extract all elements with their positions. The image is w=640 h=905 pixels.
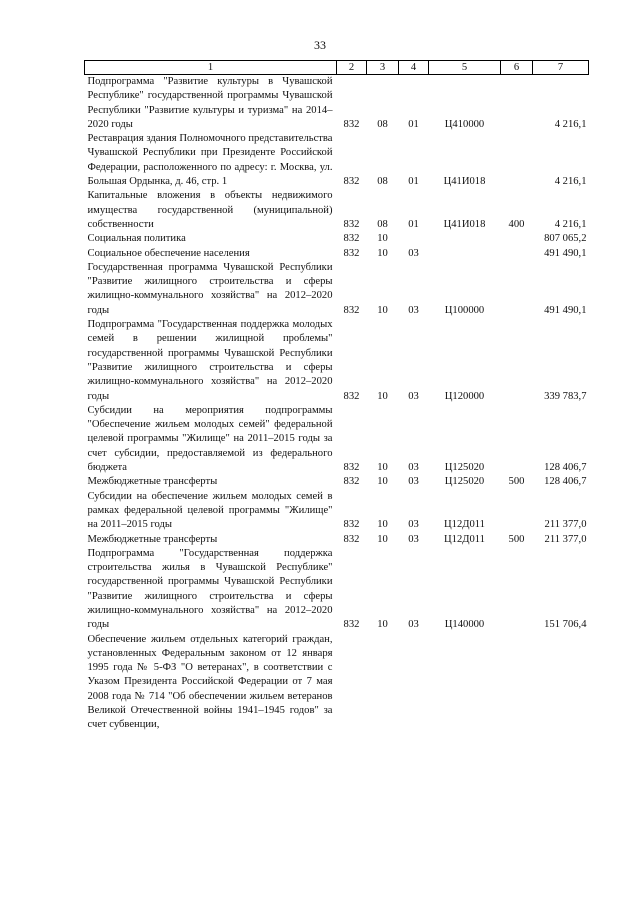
row-amount: 211 377,0 xyxy=(544,519,587,531)
row-amount: 491 490,1 xyxy=(544,304,587,316)
table-row xyxy=(85,533,589,547)
header-col-5: 5 xyxy=(429,61,501,75)
table-row xyxy=(85,189,589,232)
row-code: 832 xyxy=(343,476,360,488)
row-target-code: Ц125020 xyxy=(444,462,485,474)
header-col-6: 6 xyxy=(501,61,533,75)
row-section xyxy=(367,633,399,733)
row-subsection: 03 xyxy=(408,462,419,474)
row-amount: 4 216,1 xyxy=(554,176,587,188)
row-name: Межбюджетные трансферты xyxy=(87,533,218,545)
row-code: 832 xyxy=(343,519,360,531)
row-section: 08 xyxy=(377,118,388,130)
row-subsection: 03 xyxy=(408,533,419,545)
row-expense-type xyxy=(501,247,533,261)
table-header-row xyxy=(85,61,589,75)
row-name: Реставрация здания Полномочного представительства Чувашской Республики при Президенте Российской Федерации, расположенного по адресу: г. Москва, ул. Большая Ордынка, д. 46, стр. 1 xyxy=(87,133,333,188)
table-row xyxy=(85,318,589,404)
table-row xyxy=(85,633,589,733)
row-subsection: 01 xyxy=(408,118,419,130)
row-target-code: Ц41И018 xyxy=(443,176,486,188)
row-name: Капитальные вложения в объекты недвижимого имущества государственной (муниципальной) собственности xyxy=(87,190,333,230)
table-row xyxy=(85,75,589,133)
row-target-code: Ц41И018 xyxy=(443,218,486,230)
page-number: 33 xyxy=(314,38,326,52)
table-row xyxy=(85,404,589,475)
row-expense-type: 500 xyxy=(508,533,525,545)
row-code: 832 xyxy=(343,619,360,631)
row-name: Социальное обеспечение населения xyxy=(87,247,250,259)
row-subsection: 03 xyxy=(408,390,419,402)
row-amount: 128 406,7 xyxy=(544,476,587,488)
row-name: Субсидии на обеспечение жильем молодых семей в рамках федеральной целевой программы "Жилище" на 2011–2015 годы xyxy=(87,490,333,531)
row-expense-type xyxy=(501,404,533,475)
row-subsection: 03 xyxy=(408,619,419,631)
row-subsection xyxy=(399,232,429,246)
row-code: 832 xyxy=(343,304,360,316)
row-name: Обеспечение жильем отдельных категорий граждан, установленных Федеральным законом от 12 января 1995 года № 5-ФЗ "О ветеранах", в соответствии с Указом Президента Российской Федерации от 7 мая 2008 года № 714 "Об обеспечении жильем ветеранов Великой Отечественной войны 1941–1945 годов" за счет субвенции, xyxy=(87,633,333,731)
header-col-2: 2 xyxy=(337,61,367,75)
row-section: 10 xyxy=(377,233,388,245)
table-row xyxy=(85,547,589,633)
row-name: Государственная программа Чувашской Республики "Развитие жилищного строительства и сферы жилищно-коммунального хозяйства" на 2012–2020 годы xyxy=(87,261,333,316)
row-target-code: Ц12Д011 xyxy=(444,533,485,545)
row-section: 10 xyxy=(377,304,388,316)
row-code: 832 xyxy=(343,118,360,130)
row-expense-type: 500 xyxy=(508,476,525,488)
row-code: 832 xyxy=(343,176,360,188)
row-section: 10 xyxy=(377,247,388,259)
row-target-code: Ц100000 xyxy=(444,304,485,316)
row-expense-type xyxy=(501,75,533,133)
row-code: 832 xyxy=(343,233,360,245)
row-code: 832 xyxy=(343,533,360,545)
row-expense-type xyxy=(501,261,533,318)
row-code: 832 xyxy=(343,462,360,474)
row-expense-type: 400 xyxy=(508,218,525,230)
row-section: 10 xyxy=(377,390,388,402)
table-row xyxy=(85,261,589,318)
row-amount: 491 490,1 xyxy=(544,247,587,259)
table-row xyxy=(85,132,589,189)
row-expense-type xyxy=(501,232,533,246)
row-subsection: 01 xyxy=(408,176,419,188)
row-name: Подпрограмма "Развитие культуры в Чувашской Республике" государственной программы Чувашской Республики "Развитие культуры и туризма" на 2014–2020 годы xyxy=(87,76,333,130)
row-amount xyxy=(533,633,589,733)
row-amount: 4 216,1 xyxy=(554,118,587,130)
row-amount: 807 065,2 xyxy=(544,233,587,245)
row-amount: 151 706,4 xyxy=(544,619,587,631)
row-section: 08 xyxy=(377,176,388,188)
row-target-code xyxy=(429,247,501,261)
budget-table xyxy=(84,60,589,733)
row-subsection xyxy=(399,633,429,733)
row-subsection: 01 xyxy=(408,218,419,230)
row-subsection: 03 xyxy=(408,519,419,531)
table-row xyxy=(85,475,589,489)
row-amount: 4 216,1 xyxy=(554,218,587,230)
row-name: Субсидии на мероприятия подпрограммы "Обеспечение жильем молодых семей" федеральной целевой программы "Жилище" на 2011–2015 годы за счет субсидии, предоставляемой из федерального бюджета xyxy=(87,404,333,474)
row-expense-type xyxy=(501,547,533,633)
row-code: 832 xyxy=(343,218,360,230)
header-col-7: 7 xyxy=(533,61,589,75)
table-row xyxy=(85,232,589,246)
table-body xyxy=(85,75,589,733)
row-target-code: Ц140000 xyxy=(444,619,485,631)
row-amount: 211 377,0 xyxy=(544,533,587,545)
row-target-code: Ц125020 xyxy=(444,476,485,488)
row-code: 832 xyxy=(343,247,360,259)
row-section: 10 xyxy=(377,519,388,531)
row-code: 832 xyxy=(343,390,360,402)
row-section: 10 xyxy=(377,533,388,545)
row-expense-type xyxy=(501,490,533,533)
row-name: Подпрограмма "Государственная поддержка строительства жилья в Чувашской Республике" государственной программы Чувашской Республики "Развитие жилищного строительства и сферы жилищно-коммунального хозяйства" на 2012–2020 годы xyxy=(87,547,333,631)
row-expense-type xyxy=(501,633,533,733)
row-subsection: 03 xyxy=(408,247,419,259)
table-row xyxy=(85,247,589,261)
row-name: Подпрограмма "Государственная поддержка молодых семей в решении жилищной проблемы" государственной программы Чувашской Республики "Развитие жилищного строительства и сферы жилищно-коммунального хозяйства" на 2012–2020 годы xyxy=(87,319,333,402)
header-col-1: 1 xyxy=(85,61,337,75)
row-target-code: Ц410000 xyxy=(444,118,485,130)
row-target-code xyxy=(429,232,501,246)
row-code xyxy=(337,633,367,733)
table-row xyxy=(85,490,589,533)
row-subsection: 03 xyxy=(408,476,419,488)
row-name: Межбюджетные трансферты xyxy=(87,476,218,488)
row-section: 10 xyxy=(377,476,388,488)
row-subsection: 03 xyxy=(408,304,419,316)
row-section: 08 xyxy=(377,218,388,230)
row-section: 10 xyxy=(377,462,388,474)
header-col-3: 3 xyxy=(367,61,399,75)
row-target-code: Ц120000 xyxy=(444,390,485,402)
row-section: 10 xyxy=(377,619,388,631)
row-target-code xyxy=(429,633,501,733)
row-amount: 339 783,7 xyxy=(544,390,587,402)
row-target-code: Ц12Д011 xyxy=(444,519,485,531)
row-name: Социальная политика xyxy=(87,233,186,245)
header-col-4: 4 xyxy=(399,61,429,75)
row-expense-type xyxy=(501,132,533,189)
row-expense-type xyxy=(501,318,533,404)
row-amount: 128 406,7 xyxy=(544,462,587,474)
